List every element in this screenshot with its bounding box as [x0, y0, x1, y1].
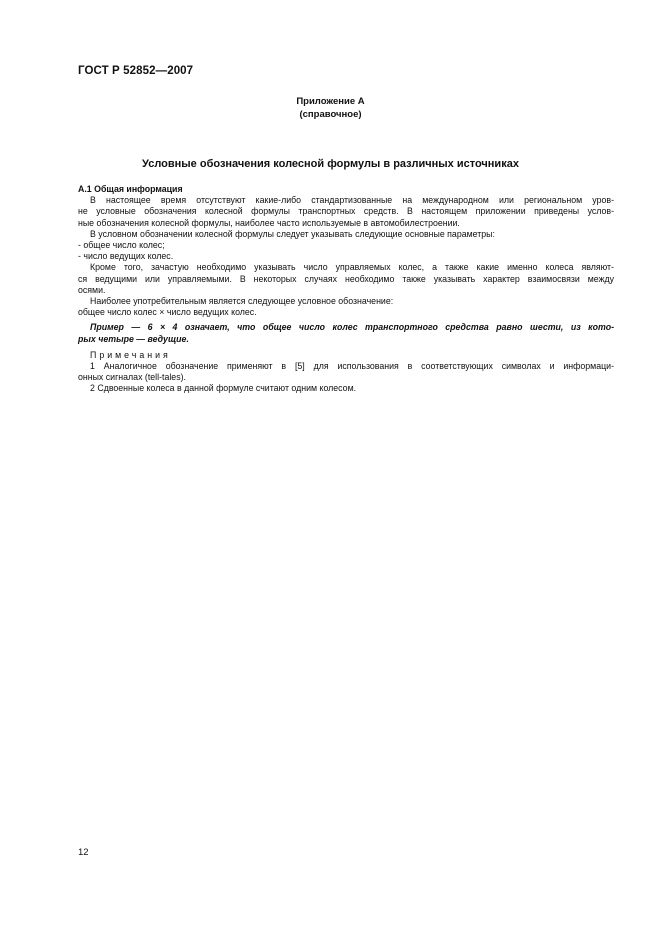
paragraph-line: осями. — [78, 284, 106, 295]
paragraph-line: ные обозначения колесной формулы, наиболее часто используемые в автомобилестроении. — [78, 217, 460, 228]
example-line: рых четыре — ведущие. — [78, 333, 189, 344]
document-body — [78, 184, 614, 395]
paragraph-line: не условные обозначения колесной формулы транспортных средств. В настоящем приложении приведены услов- — [78, 206, 614, 217]
list-item: - общее число колес; — [78, 240, 165, 251]
paragraph-line: ся ведущими или управляемыми. В некоторых случаях необходимо также указывать характер взаимосвязи между — [78, 273, 614, 284]
paragraph-line: В условном обозначении колесной формулы следует указывать следующие основные параметры: — [90, 228, 495, 239]
note-line: 1 Аналогичное обозначение применяют в [5] для использования в соответствующих символах и информаци- — [90, 361, 614, 372]
appendix-label: Приложение А — [296, 96, 365, 107]
notes-heading: Примечания — [90, 349, 171, 360]
list-item: - число ведущих колес. — [78, 251, 174, 262]
paragraph-line: общее число колес × число ведущих колес. — [78, 307, 257, 318]
page-number: 12 — [78, 847, 89, 858]
paragraph-line: Кроме того, зачастую необходимо указывать число управляемых колес, а также какие именно колеса являют- — [90, 262, 614, 273]
example-line: Пример — 6 × 4 означает, что общее число колес транспортного средства равно шести, из кото- — [90, 322, 614, 333]
paragraph-line: В настоящее время отсутствуют какие-либо стандартизованные на международном или региональном уров- — [90, 195, 614, 206]
appendix-type: (справочное) — [299, 109, 362, 120]
note-line: онных сигналах (tell-tales). — [78, 372, 186, 383]
appendix-title: Условные обозначения колесной формулы в различных источниках — [142, 158, 519, 170]
paragraph-line: Наиболее употребительным является следующее условное обозначение: — [90, 296, 394, 307]
note-line: 2 Сдвоенные колеса в данной формуле считают одним колесом. — [90, 383, 357, 394]
section-heading: А.1 Общая информация — [78, 184, 183, 194]
standard-header: ГОСТ Р 52852—2007 — [78, 65, 194, 77]
